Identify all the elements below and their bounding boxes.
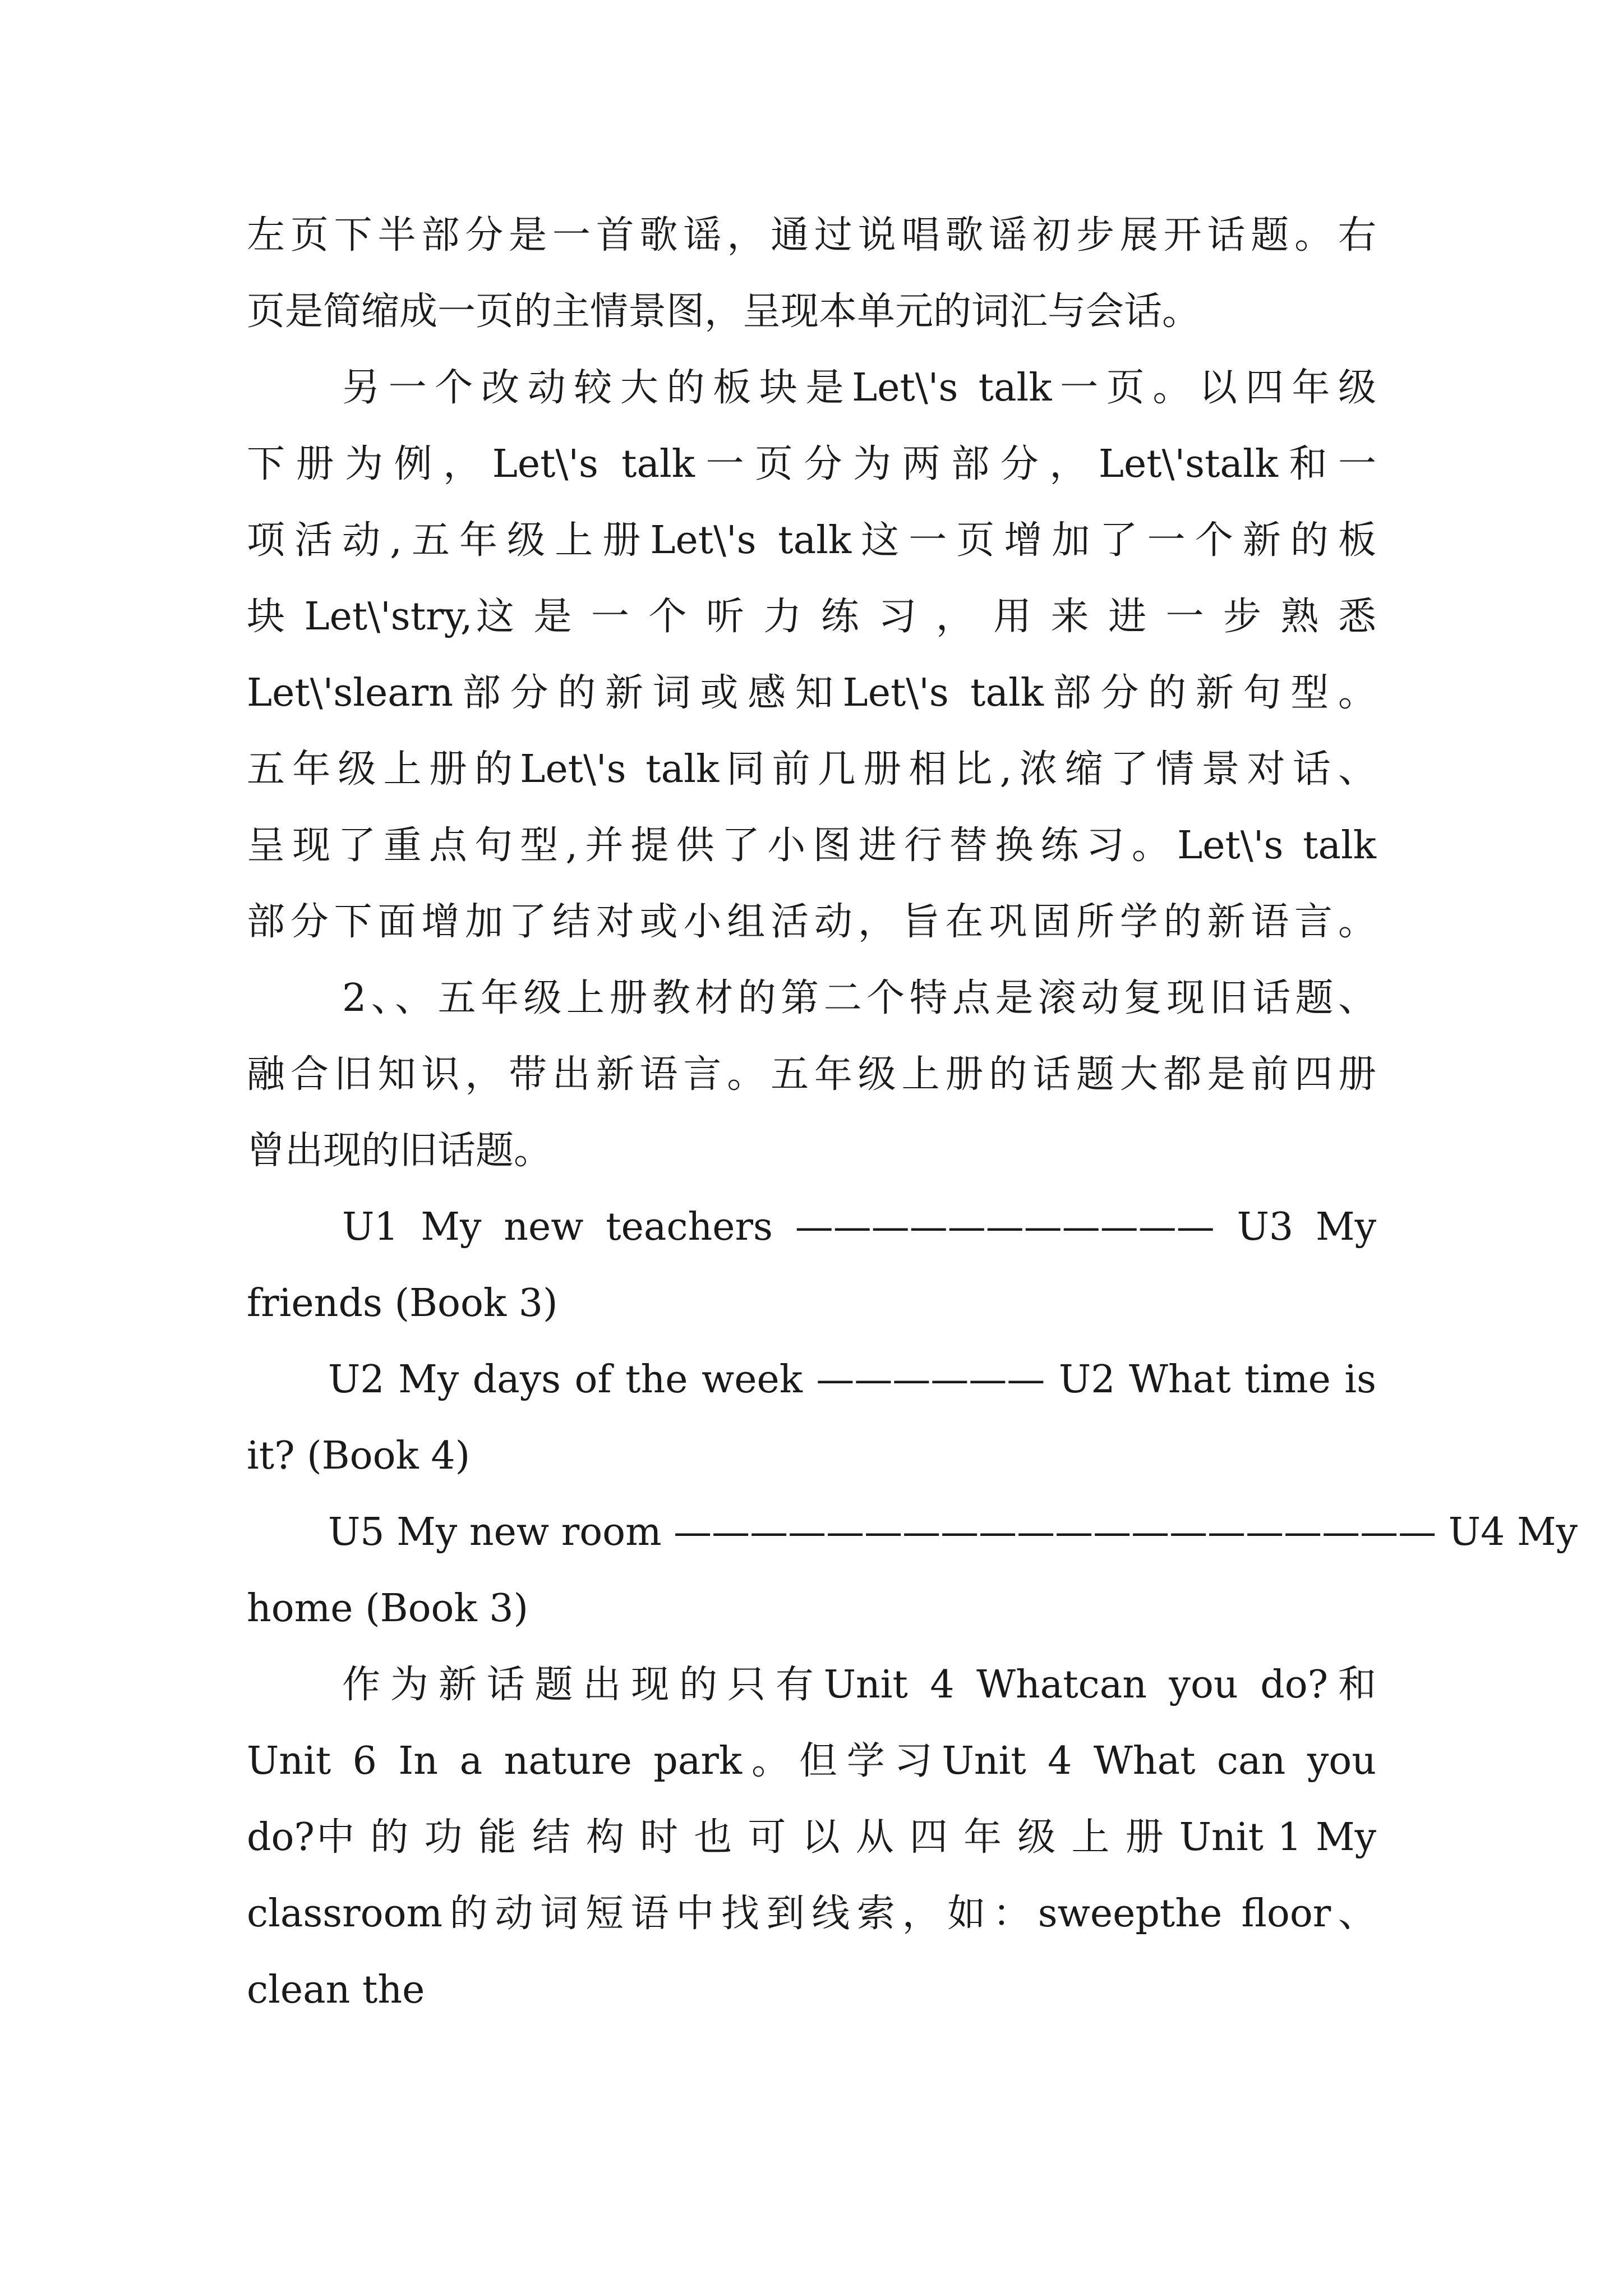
text-line: do?中 的 功 能 结 构 时 也 可 以 从 四 年 级 上 册 Unit 1 My [247, 1815, 1376, 1860]
text-line: 块 Let\'stry,这 是 一 个 听 力 练 习 ， 用 来 进 一 步 熟 悉 [247, 595, 1376, 639]
text-line: U5 My new room ———————————————————— U4 My [328, 1510, 1578, 1554]
text-line: clean the [247, 1968, 425, 2012]
text-line: U1 My new teachers ——————————— U3 My [342, 1205, 1376, 1249]
text-line: 项活动,五年级上册Let\'s talk这一页增加了一个新的板 [247, 518, 1376, 563]
text-line: 下册为例，Let\'s talk一页分为两部分，Let\'stalk和一 [247, 442, 1376, 486]
text-line: Let\'slearn部分的新词或感知Let\'s talk部分的新句型。 [247, 671, 1376, 715]
text-line: classroom的动词短语中找到线索，如：sweepthe floor、 [247, 1892, 1376, 1936]
text-line: Unit 6 In a nature park。但学习Unit 4 What can you [247, 1739, 1376, 1783]
text-line: 呈现了重点句型,并提供了小图进行替换练习。Let\'s talk [247, 823, 1376, 868]
text-line: 页是简缩成一页的主情景图，呈现本单元的词汇与会话。 [247, 289, 1201, 334]
text-line: friends (Book 3) [247, 1281, 558, 1326]
text-line: 曾出现的旧话题。 [247, 1129, 552, 1173]
text-line: U2 My days of the week —————— U2 What time is [328, 1358, 1376, 1402]
text-line: 作为新话题出现的只有Unit 4 Whatcan you do?和 [342, 1663, 1376, 1707]
text-line: it? (Book 4) [247, 1434, 471, 1478]
text-line: 部分下面增加了结对或小组活动，旨在巩固所学的新语言。 [247, 900, 1376, 944]
text-line: 五年级上册的Let\'s talk同前几册相比,浓缩了情景对话、 [247, 747, 1376, 792]
text-line: 左页下半部分是一首歌谣，通过说唱歌谣初步展开话题。右 [247, 213, 1376, 257]
text-line: 2、、五年级上册教材的第二个特点是滚动复现旧话题、 [342, 976, 1376, 1020]
text-line: home (Book 3) [247, 1586, 529, 1631]
text-line: 另一个改动较大的板块是Let\'s talk一页。以四年级 [342, 366, 1376, 410]
text-line: 融合旧知识，带出新语言。五年级上册的话题大都是前四册 [247, 1052, 1376, 1097]
